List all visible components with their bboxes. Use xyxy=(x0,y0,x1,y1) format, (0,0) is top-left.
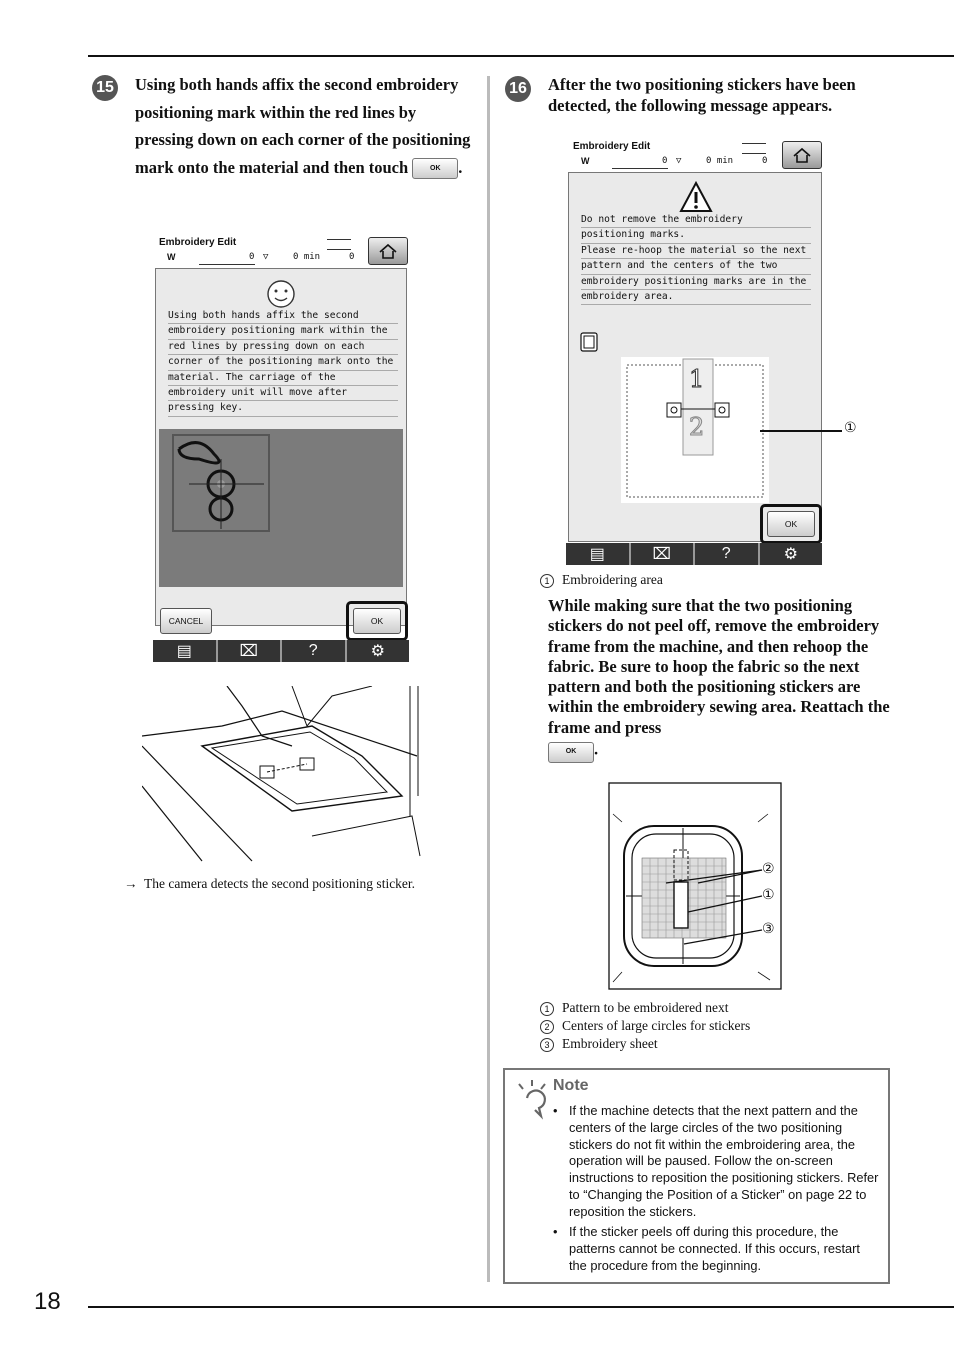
message-lines xyxy=(168,309,398,417)
status-time: 0 min xyxy=(706,156,734,166)
legend-number: 3 xyxy=(540,1038,554,1052)
warning-icon xyxy=(679,181,713,213)
bottom-rule xyxy=(88,1306,954,1308)
pattern-number-2: 2 xyxy=(689,413,705,441)
message-line: pressing key. xyxy=(168,401,398,416)
ok-button-inline: OK xyxy=(548,742,594,763)
bottom-toolbar xyxy=(153,640,409,662)
lcd-screen-step15 xyxy=(153,232,409,662)
message-line: embroidery area. xyxy=(581,290,811,305)
camera-view xyxy=(159,429,403,587)
bullet: • xyxy=(553,1224,558,1239)
step-16-badge: 16 xyxy=(505,76,531,102)
bottom-toolbar xyxy=(566,543,822,565)
ok-highlight xyxy=(346,601,408,641)
note-title: Note xyxy=(553,1077,589,1094)
legend-text: Pattern to be embroidered next xyxy=(562,1000,729,1015)
status-zero-1: 0 xyxy=(662,156,668,166)
caption-arrow: → xyxy=(124,876,138,891)
lcd-screen-step16 xyxy=(566,137,824,567)
status-w: W xyxy=(581,156,590,166)
step-15-caption xyxy=(124,876,415,892)
document-icon[interactable]: ▤ xyxy=(153,640,218,662)
hoop-callout-2: ② xyxy=(762,861,775,877)
smiley-icon xyxy=(266,279,296,309)
message-line: Using both hands affix the second xyxy=(168,309,398,324)
home-icon xyxy=(378,243,398,259)
document-icon[interactable]: ▤ xyxy=(566,543,631,565)
camera-image xyxy=(159,429,403,587)
column-divider xyxy=(487,76,490,1282)
hoop-callout-1: ① xyxy=(762,887,775,903)
status-line xyxy=(612,168,668,169)
status-zero-2: 0 xyxy=(762,156,768,166)
step-16-body-period: . xyxy=(594,739,599,759)
machine-illustration xyxy=(142,686,422,864)
ok-highlight xyxy=(760,504,822,544)
message-lines xyxy=(581,213,811,305)
top-rule xyxy=(88,55,954,57)
message-panel xyxy=(155,268,407,626)
callout-1: ① xyxy=(844,420,857,436)
message-line: positioning marks. xyxy=(581,228,811,243)
message-line: material. The carriage of the xyxy=(168,371,398,386)
needle-icon: ▽ xyxy=(263,252,269,262)
status-time: 0 min xyxy=(293,252,321,262)
step-16-text: After the two positioning stickers have been detected, the following message appears. xyxy=(548,75,856,115)
machine-icon[interactable]: ⌧ xyxy=(218,640,283,662)
home-button[interactable] xyxy=(782,141,822,169)
legend-number: 2 xyxy=(540,1020,554,1034)
callout-line xyxy=(760,430,842,432)
bullet: • xyxy=(553,1103,558,1118)
legend-embroidering-area xyxy=(540,571,663,589)
step-15-period: . xyxy=(458,157,463,177)
settings-icon[interactable]: ⚙ xyxy=(783,546,798,563)
hoop-illustration xyxy=(608,782,784,992)
step-15-text xyxy=(135,71,475,181)
status-zero-1: 0 xyxy=(249,252,255,262)
note-item-text: If the machine detects that the next pattern and the centers of the large circles of the two positioning stickers do not fit within the embroidering area, the operation will be paused. Follow the on-screen instructions to reposition the positioning stickers. Refer to “Changing the Position of a Sticker” on page 22 to reposition the stickers. xyxy=(569,1103,879,1219)
message-line: Do not remove the embroidery xyxy=(581,213,811,228)
message-line: red lines by pressing down on each xyxy=(168,340,398,355)
settings-icon[interactable]: ⚙ xyxy=(370,643,385,660)
note-icon xyxy=(515,1078,551,1122)
ok-button[interactable]: OK xyxy=(767,511,815,537)
hoop-legend xyxy=(540,999,750,1053)
message-line: embroidery unit will move after xyxy=(168,386,398,401)
message-panel xyxy=(568,172,822,542)
home-button[interactable] xyxy=(368,237,408,265)
legend-text: Embroidering area xyxy=(562,572,663,587)
caption-text: The camera detects the second positioning sticker. xyxy=(144,876,416,891)
step-15-badge: 15 xyxy=(92,75,118,101)
status-w: W xyxy=(167,252,176,262)
note-item xyxy=(553,1224,881,1274)
pattern-number-1: 1 xyxy=(689,365,705,393)
legend-item xyxy=(540,1035,750,1053)
note-item xyxy=(553,1103,881,1221)
step-16-body xyxy=(548,596,890,763)
help-button[interactable]: ? xyxy=(282,640,347,662)
legend-item xyxy=(540,999,750,1017)
status-bar xyxy=(159,252,359,266)
hoop-callout-3: ③ xyxy=(762,921,775,937)
frame-size-icon xyxy=(327,239,351,250)
embroidering-area-view xyxy=(621,357,769,503)
home-icon xyxy=(792,147,812,163)
step-15-instruction: Using both hands affix the second embroidery positioning mark within the red lines by pressing down on each corner of the positioning mark onto the material and then touch xyxy=(135,75,471,177)
note-item-text: If the sticker peels off during this procedure, the patterns cannot be connected. If this occurs, restart the procedure from the beginning. xyxy=(569,1224,860,1273)
message-line: Please re-hoop the material so the next xyxy=(581,244,811,259)
needle-icon: ▽ xyxy=(676,156,682,166)
legend-number: 1 xyxy=(540,574,554,588)
help-button[interactable]: ? xyxy=(695,543,760,565)
message-line: pattern and the centers of the two xyxy=(581,259,811,274)
frame-size-icon xyxy=(742,143,766,154)
legend-item xyxy=(540,1017,750,1035)
ok-button-inline: OK xyxy=(412,158,458,179)
page-number: 18 xyxy=(34,1288,61,1315)
legend-text: Embroidery sheet xyxy=(562,1036,658,1051)
legend-number: 1 xyxy=(540,1002,554,1016)
machine-icon[interactable]: ⌧ xyxy=(631,543,696,565)
message-line: embroidery positioning marks are in the xyxy=(581,275,811,290)
message-line: corner of the positioning mark onto the xyxy=(168,355,398,370)
legend-text: Centers of large circles for stickers xyxy=(562,1018,751,1033)
status-bar xyxy=(572,156,772,170)
cancel-button[interactable]: CANCEL xyxy=(160,608,212,634)
note-box xyxy=(503,1068,890,1284)
screen-title: Embroidery Edit xyxy=(573,141,651,152)
status-zero-2: 0 xyxy=(349,252,355,262)
ok-button[interactable]: OK xyxy=(353,608,401,634)
status-line xyxy=(199,264,255,265)
message-line: embroidery positioning mark within the xyxy=(168,324,398,339)
camera-icon xyxy=(579,331,599,353)
step-16-body-text: While making sure that the two positioning stickers do not peel off, remove the embroidery frame from the machine, and then rehoop the fabric. Be sure to hoop the fabric so the next pattern and both the positioning stickers are within the embroidery sewing area. Reattach the frame and press xyxy=(548,596,890,737)
screen-title: Embroidery Edit xyxy=(159,237,237,248)
